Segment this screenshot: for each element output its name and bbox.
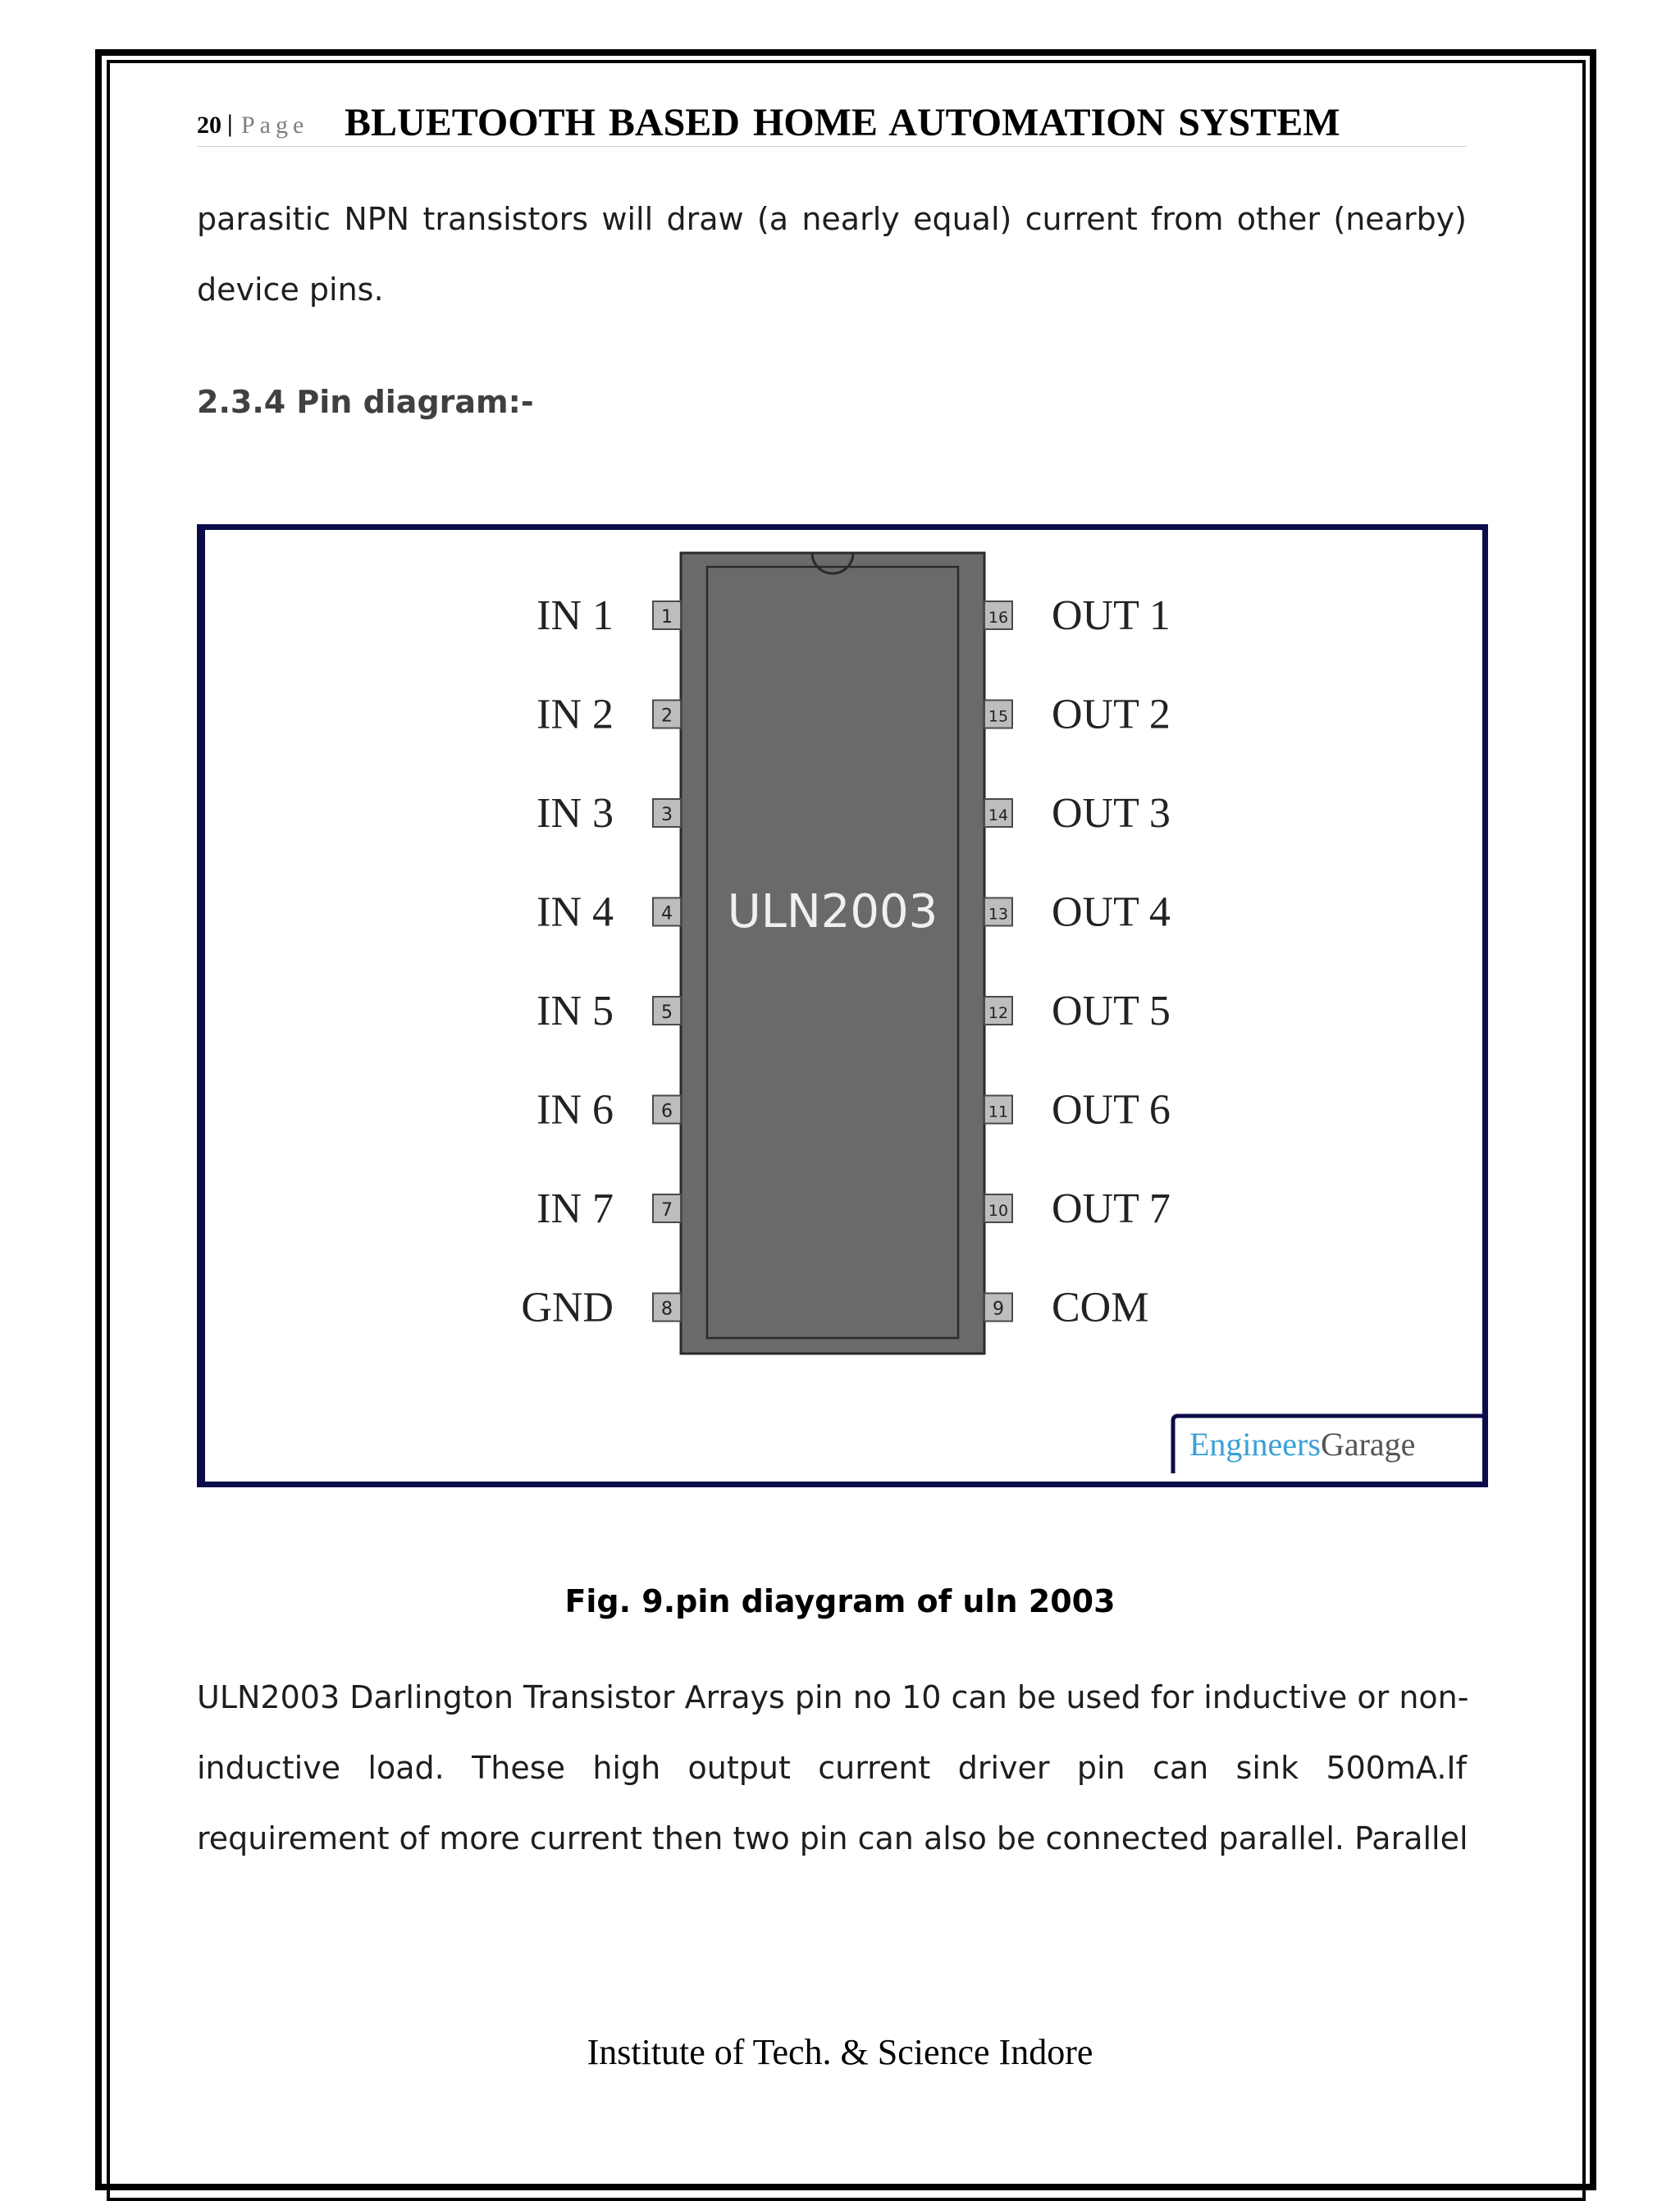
page-footer: Institute of Tech. & Science Indore xyxy=(587,2032,1093,2072)
chip-body xyxy=(681,553,984,1354)
body-line-3: requirement of more current then two pin can also be connected parallel. Parallel xyxy=(197,1820,1468,1856)
body-line-2: inductive load. These high output current driver pin can sink 500mA.If xyxy=(197,1750,1467,1786)
pin-number-11: 11 xyxy=(988,1103,1009,1121)
pin-number-13: 13 xyxy=(988,905,1009,924)
body-paragraph xyxy=(197,1662,1467,1874)
figure-caption: Fig. 9.pin diaygram of uln 2003 xyxy=(564,1583,1116,1619)
pin-number-4: 4 xyxy=(661,903,673,925)
pin-label-7: IN 7 xyxy=(536,1185,614,1232)
pin-label-11: OUT 6 xyxy=(1052,1086,1171,1134)
pin-number-1: 1 xyxy=(661,607,673,628)
pin-number-16: 16 xyxy=(988,609,1009,627)
pin-label-1: IN 1 xyxy=(536,592,614,639)
page-header xyxy=(197,97,1467,147)
pin-label-2: IN 2 xyxy=(536,691,614,738)
body-line-1: ULN2003 Darlington Transistor Arrays pin no 10 can be used for inductive or non- xyxy=(197,1679,1469,1715)
pin-label-3: IN 3 xyxy=(536,790,614,837)
chip-label: ULN2003 xyxy=(727,885,938,938)
pin-label-6: IN 6 xyxy=(536,1086,614,1134)
pin-number-7: 7 xyxy=(661,1200,673,1221)
page-number: 20 xyxy=(197,112,221,139)
pin-label-13: OUT 4 xyxy=(1052,888,1171,936)
pin-number-2: 2 xyxy=(661,706,673,727)
pin-number-9: 9 xyxy=(993,1299,1004,1320)
pin-number-14: 14 xyxy=(988,806,1009,824)
header-separator: | xyxy=(227,110,233,137)
intro-paragraph xyxy=(197,184,1467,325)
watermark-text xyxy=(1189,1426,1415,1463)
pin-number-3: 3 xyxy=(661,805,673,825)
pin-diagram-canvas xyxy=(205,530,1482,1482)
pin-label-14: OUT 3 xyxy=(1052,790,1171,837)
watermark-garage: Garage xyxy=(1320,1426,1416,1463)
pin-label-4: IN 4 xyxy=(536,888,614,936)
pin-label-8: GND xyxy=(521,1284,614,1331)
pin-number-15: 15 xyxy=(988,707,1009,726)
intro-line-2: device pins. xyxy=(197,272,384,308)
pin-label-16: OUT 1 xyxy=(1052,592,1171,639)
pin-label-12: OUT 5 xyxy=(1052,988,1171,1034)
pin-number-8: 8 xyxy=(661,1299,673,1320)
page-word: Page xyxy=(241,112,309,139)
intro-line-1: parasitic NPN transistors will draw (a nearly equal) current from other (nearby) xyxy=(197,201,1467,237)
pin-number-6: 6 xyxy=(661,1101,673,1122)
document-title: BLUETOOTH BASED HOME AUTOMATION SYSTEM xyxy=(345,101,1340,144)
pin-label-10: OUT 7 xyxy=(1052,1185,1171,1232)
pin-label-5: IN 5 xyxy=(536,988,614,1034)
section-heading: 2.3.4 Pin diagram:- xyxy=(197,384,534,420)
pin-number-12: 12 xyxy=(988,1004,1009,1022)
pin-number-5: 5 xyxy=(661,1002,673,1023)
watermark-engineers: Engineers xyxy=(1189,1426,1321,1463)
pin-number-10: 10 xyxy=(988,1202,1009,1220)
pin-label-15: OUT 2 xyxy=(1052,691,1171,738)
pin-label-9: COM xyxy=(1052,1284,1149,1331)
pin-diagram-figure xyxy=(197,524,1488,1487)
